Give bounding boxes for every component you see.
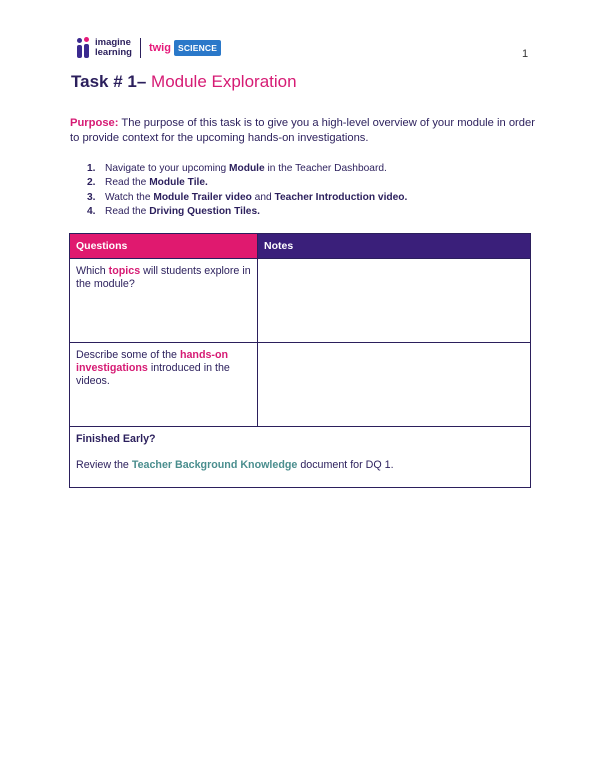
title-main: Module Exploration [151, 72, 297, 91]
table-row [70, 259, 531, 343]
table-row [70, 343, 531, 427]
exploration-table [69, 233, 531, 488]
question-cell: Which topics will students explore in the module? [70, 259, 258, 343]
question-cell: Describe some of the hands-on investigations introduced in the videos. [70, 343, 258, 427]
notes-cell[interactable] [258, 259, 531, 343]
step-item: 3. Watch the Module Trailer video and Teacher Introduction video. [87, 191, 408, 203]
twig-wordmark: twig [148, 42, 171, 54]
instruction-steps [87, 162, 407, 219]
step-item: 2. Read the Module Tile. [87, 177, 208, 189]
page-number: 1 [522, 48, 529, 60]
logo-divider [140, 38, 141, 58]
science-badge: SCIENCE [174, 40, 221, 56]
finished-early-row [70, 427, 531, 488]
imagine-learning-logo-icon [77, 37, 91, 59]
background-knowledge-link-text: Teacher Background Knowledge [131, 459, 298, 471]
column-header-questions: Questions [70, 234, 258, 259]
purpose-label: Purpose: [70, 117, 119, 129]
page-title [71, 72, 297, 92]
purpose-paragraph [70, 116, 538, 145]
finished-early-text: Review the Teacher Background Knowledge document for DQ 1. [76, 459, 394, 471]
title-prefix: Task # 1– [71, 72, 147, 91]
step-item: 1. Navigate to your upcoming Module in the Teacher Dashboard. [87, 163, 387, 174]
notes-cell[interactable] [258, 343, 531, 427]
imagine-learning-wordmark: imagine learning [95, 37, 132, 58]
table-header-row [70, 234, 531, 259]
finished-early-cell [70, 427, 531, 488]
purpose-text: The purpose of this task is to give you a high-level overview of your module in order to provide context for the upcoming hands-on investigations. [70, 117, 535, 144]
imagine-learning-twig-science-logo [77, 36, 221, 60]
finished-early-title: Finished Early? [76, 433, 156, 445]
column-header-notes: Notes [258, 234, 531, 259]
step-item: 4. Read the Driving Question Tiles. [87, 205, 260, 217]
